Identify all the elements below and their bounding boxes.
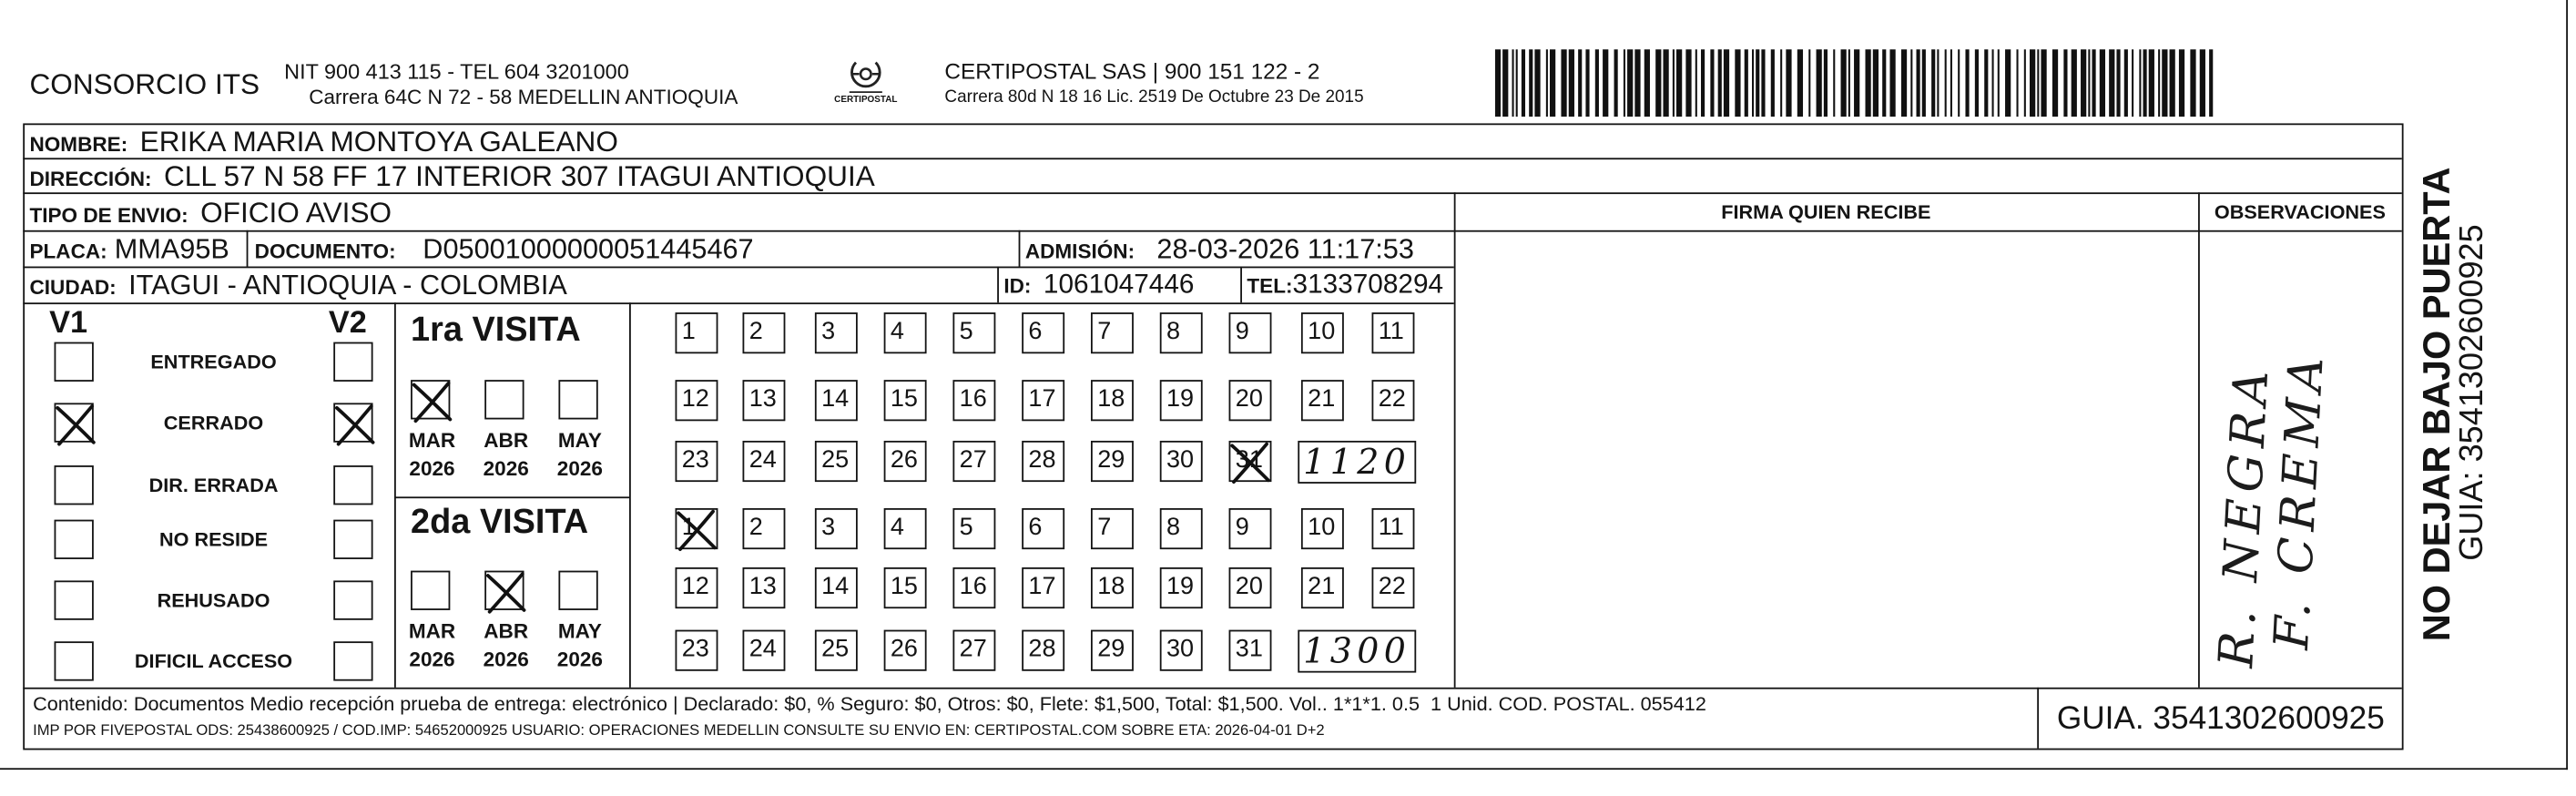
- barcode-bar: [1841, 49, 1847, 117]
- divider: [23, 688, 2401, 689]
- day-box: 27: [952, 630, 995, 671]
- name-field: [29, 125, 617, 159]
- day-box: 3: [815, 312, 858, 353]
- barcode-bar: [1603, 49, 1608, 117]
- visit-year-label: 2026: [409, 648, 455, 671]
- barcode-bar: [1931, 49, 1935, 117]
- day-box: 17: [1022, 567, 1064, 608]
- divider: [1454, 192, 1456, 688]
- status-label: REHUSADO: [157, 588, 270, 612]
- visit-title: 2da VISITA: [411, 503, 589, 542]
- day-box: 25: [815, 441, 858, 482]
- visit-year-label: 2026: [556, 457, 603, 481]
- name-label: NOMBRE:: [29, 133, 128, 157]
- barcode-bar: [1578, 49, 1582, 117]
- day-box: 20: [1229, 567, 1272, 608]
- certipostal-logo-icon: [827, 55, 906, 97]
- barcode-bar: [1922, 49, 1926, 117]
- barcode-bar: [1695, 49, 1697, 117]
- divider: [23, 302, 1453, 304]
- day-box: 10: [1301, 508, 1344, 549]
- day-box: 29: [1091, 441, 1134, 482]
- company-name: CONSORCIO ITS: [29, 67, 260, 101]
- company-nit: NIT 900 413 115 - TEL 604 3201000: [284, 59, 629, 85]
- day-box: 24: [743, 630, 786, 671]
- day-box: 20: [1229, 380, 1272, 421]
- barcode-bar: [1502, 49, 1508, 117]
- visit-time-note: 1120: [1298, 441, 1416, 484]
- barcode-bar: [1889, 49, 1895, 117]
- barcode-bar: [2030, 49, 2035, 117]
- day-box: 8: [1160, 508, 1203, 549]
- day-box: 19: [1160, 567, 1203, 608]
- barcode-bar: [1882, 49, 1886, 117]
- barcode-bar: [2143, 49, 2147, 117]
- barcode-bar: [1958, 49, 1960, 117]
- barcode-bar: [1945, 49, 1947, 117]
- shipment-type-value: OFICIO AVISO: [200, 195, 392, 230]
- day-box: 6: [1022, 312, 1064, 353]
- v1-label: V1: [49, 305, 88, 341]
- barcode-bar: [1824, 49, 1828, 117]
- status-label: ENTREGADO: [150, 350, 277, 373]
- barcode-bar: [1516, 49, 1518, 117]
- barcode-bar: [1910, 49, 1912, 117]
- day-box: 11: [1372, 312, 1415, 353]
- barcode-bar: [2139, 49, 2141, 117]
- day-box: 21: [1301, 380, 1344, 421]
- day-box: 24: [743, 441, 786, 482]
- document-field: [255, 232, 754, 267]
- visit-month-label: MAY: [557, 429, 602, 453]
- visit-month-label: MAR: [408, 429, 456, 453]
- address-label: DIRECCIÓN:: [29, 168, 152, 191]
- city-field: [29, 268, 566, 302]
- handwritten-x-mark: [1226, 437, 1275, 486]
- barcode-bar: [1808, 49, 1810, 117]
- visit-year-label: 2026: [483, 457, 529, 481]
- barcode-bar: [2132, 49, 2133, 117]
- barcode-bar: [1797, 49, 1803, 117]
- day-box: 31: [1229, 441, 1272, 482]
- barcode-bar: [2052, 49, 2058, 117]
- divider: [247, 230, 249, 267]
- barcode-bar: [1735, 49, 1740, 117]
- day-box: 10: [1301, 312, 1344, 353]
- barcode-bar: [1663, 49, 1668, 117]
- day-box: 22: [1372, 380, 1415, 421]
- status-v1-checkbox: [55, 580, 94, 619]
- status-v2-checkbox: [333, 465, 372, 505]
- day-box: 2: [743, 508, 786, 549]
- barcode-bar: [1595, 49, 1599, 117]
- barcode-bar: [1780, 49, 1782, 117]
- day-box: 9: [1229, 508, 1272, 549]
- day-box: 15: [884, 380, 927, 421]
- day-box: 12: [676, 380, 718, 421]
- day-box: 22: [1372, 567, 1415, 608]
- day-box: 23: [676, 630, 718, 671]
- content-details: Contenido: Documentos Medio recepción prueba de entrega: electrónico | Declarado: $0, % Seguro: $0, Otros: $0, Flete: $1,500, Total: $1,500. Vol.. 1*1*1. 0.5 1 Unid. COD. POSTAL. 055412: [33, 692, 1706, 716]
- barcode-bar: [2063, 49, 2067, 117]
- visit-month-checkbox: [558, 571, 597, 610]
- day-box: 13: [743, 567, 786, 608]
- handwritten-x-mark: [672, 505, 721, 554]
- status-v1-checkbox: [55, 641, 94, 680]
- shipment-type-field: [29, 196, 392, 230]
- observations-header: OBSERVACIONES: [2214, 200, 2386, 224]
- shipment-type-label: TIPO DE ENVIO:: [29, 203, 188, 228]
- status-v2-checkbox: [333, 520, 372, 559]
- barcode-bar: [2149, 49, 2154, 117]
- barcode-bar: [2158, 49, 2160, 117]
- address-field: [29, 159, 874, 194]
- barcode-bar: [1718, 49, 1722, 117]
- barcode-bar: [1627, 49, 1633, 117]
- barcode-bar: [1786, 49, 1791, 117]
- barcode-bar: [2088, 49, 2090, 117]
- divider: [1019, 230, 1021, 267]
- signature-header: FIRMA QUIEN RECIBE: [1721, 200, 1931, 224]
- barcode-bar: [2016, 49, 2018, 117]
- barcode-bar: [1673, 49, 1675, 117]
- barcode-bar: [1634, 49, 1640, 117]
- status-v1-checkbox: [55, 465, 94, 505]
- barcode-bar: [2190, 49, 2195, 117]
- barcode-bar: [2092, 49, 2095, 117]
- day-box: 23: [676, 441, 718, 482]
- visit-month-checkbox: [411, 380, 450, 419]
- barcode-bar: [1965, 49, 1969, 117]
- day-box: 7: [1091, 312, 1134, 353]
- barcode-bar: [1937, 49, 1939, 117]
- barcode-bar: [1950, 49, 1952, 117]
- divider: [1240, 267, 1242, 303]
- barcode-bar: [1529, 49, 1532, 117]
- divider: [629, 302, 631, 688]
- barcode-bar: [1854, 49, 1859, 117]
- barcode-bar: [1685, 49, 1691, 117]
- id-field: [1003, 268, 1194, 302]
- admission-value: 28-03-2026 11:17:53: [1156, 233, 1414, 265]
- day-box: 6: [1022, 508, 1064, 549]
- day-box: 26: [884, 441, 927, 482]
- barcode-bar: [1655, 49, 1661, 117]
- status-v2-checkbox: [333, 342, 372, 382]
- carrier-address: Carrera 80d N 18 16 Lic. 2519 De Octubre 23 De 2015: [944, 87, 1364, 107]
- barcode-bar: [1561, 49, 1566, 117]
- barcode-bar: [2041, 49, 2046, 117]
- day-box: 2: [743, 312, 786, 353]
- barcode-bar: [2200, 49, 2205, 117]
- certipostal-logo-text: CERTIPOSTAL: [834, 95, 898, 106]
- day-box: 18: [1091, 380, 1134, 421]
- side-warning: NO DEJAR BAJO PUERTA: [2415, 167, 2459, 642]
- barcode-bar: [1917, 49, 1920, 117]
- status-v1-checkbox: [55, 520, 94, 559]
- barcode-bar: [2109, 49, 2114, 117]
- barcode-bar: [1724, 49, 1729, 117]
- visit-month-checkbox: [411, 571, 450, 610]
- plate-value: MMA95B: [114, 233, 229, 265]
- document-label: DOCUMENTO:: [254, 240, 396, 263]
- status-v2-checkbox: [333, 403, 372, 442]
- certipostal-logo: [827, 55, 906, 110]
- address-value: CLL 57 N 58 FF 17 INTERIOR 307 ITAGUI ANTIOQUIA: [163, 159, 875, 193]
- observation-note-2: F. CREMA: [2263, 349, 2335, 651]
- barcode-bar: [1495, 49, 1501, 117]
- barcode-bar: [1756, 49, 1759, 117]
- admission-field: [1025, 232, 1414, 267]
- page-edge: [2566, 0, 2568, 770]
- barcode-bar: [2100, 49, 2105, 117]
- barcode-bar: [1771, 49, 1775, 117]
- day-box: 3: [815, 508, 858, 549]
- day-box: 13: [743, 380, 786, 421]
- barcode-bar: [1975, 49, 1979, 117]
- id-value: 1061047446: [1043, 270, 1195, 300]
- day-box: 21: [1301, 567, 1344, 608]
- company-address: Carrera 64C N 72 - 58 MEDELLIN ANTIOQUIA: [309, 85, 738, 109]
- v2-label: V2: [328, 305, 367, 341]
- guide-number: GUIA. 3541302600925: [2056, 700, 2385, 737]
- page-edge: [0, 768, 2568, 770]
- tel-label: TEL:: [1247, 274, 1293, 298]
- barcode-bar: [2005, 49, 2011, 117]
- barcode-bar: [1534, 49, 1540, 117]
- barcode-bar: [1522, 49, 1525, 117]
- visit-month-label: MAR: [408, 619, 456, 644]
- barcode-bar: [1761, 49, 1765, 117]
- document-value: D05001000000051445467: [423, 233, 754, 265]
- barcode-bar: [1569, 49, 1574, 117]
- barcode-bar: [1614, 49, 1618, 117]
- status-label: DIR. ERRADA: [148, 474, 279, 497]
- status-v1-checkbox: [55, 403, 94, 442]
- barcode-bar: [1752, 49, 1754, 117]
- day-box: 1: [676, 312, 718, 353]
- name-value: ERIKA MARIA MONTOYA GALEANO: [139, 125, 618, 158]
- status-v2-checkbox: [333, 580, 372, 619]
- barcode-bar: [1848, 49, 1850, 117]
- day-box: 26: [884, 630, 927, 671]
- imprint-details: IMP POR FIVEPOSTAL ODS: 25438600925 / COD.IMP: 54652000925 USUARIO: OPERACIONES MEDELLIN CONSULTE SU ENVIO EN: CERTIPOSTAL.COM SOBRE ETA: 2026-04-01 D+2: [33, 721, 1325, 739]
- handwritten-x-mark: [331, 400, 380, 449]
- barcode-bar: [1833, 49, 1835, 117]
- day-box: 11: [1372, 508, 1415, 549]
- visit-month-checkbox: [484, 571, 524, 610]
- visit-year-label: 2026: [483, 648, 529, 671]
- visit-month-label: ABR: [484, 619, 529, 644]
- day-box: 7: [1091, 508, 1134, 549]
- status-label: NO RESIDE: [158, 527, 269, 551]
- barcode-bar: [1866, 49, 1871, 117]
- day-box: 18: [1091, 567, 1134, 608]
- divider: [394, 302, 396, 688]
- handwritten-x-mark: [51, 400, 100, 449]
- visit-year-label: 2026: [556, 648, 603, 671]
- day-box: 16: [952, 380, 995, 421]
- day-box: 9: [1229, 312, 1272, 353]
- visit-time-note: 1300: [1298, 630, 1416, 673]
- day-box: 15: [884, 567, 927, 608]
- visit-month-label: MAY: [557, 619, 602, 644]
- id-label: ID:: [1003, 274, 1032, 298]
- day-box: 17: [1022, 380, 1064, 421]
- tel-field: [1247, 268, 1443, 302]
- plate-field: [29, 232, 229, 267]
- visit-month-checkbox: [558, 380, 597, 419]
- divider: [394, 496, 629, 498]
- barcode-bar: [2072, 49, 2077, 117]
- barcode-bar: [1873, 49, 1879, 117]
- barcode: [1495, 49, 2218, 117]
- status-v1-checkbox: [55, 342, 94, 382]
- city-label: CIUDAD:: [29, 276, 117, 300]
- barcode-bar: [2162, 49, 2167, 117]
- day-box: 25: [815, 630, 858, 671]
- barcode-bar: [1998, 49, 2000, 117]
- day-box: 4: [884, 508, 927, 549]
- barcode-bar: [2179, 49, 2184, 117]
- observation-note-1: R. NEGRA: [2207, 362, 2280, 669]
- divider: [997, 267, 999, 303]
- day-box: 16: [952, 567, 995, 608]
- day-box: 8: [1160, 312, 1203, 353]
- visit-year-label: 2026: [409, 457, 455, 481]
- barcode-bar: [1992, 49, 1994, 117]
- day-box: 19: [1160, 380, 1203, 421]
- barcode-bar: [1984, 49, 1988, 117]
- handwritten-x-mark: [407, 377, 456, 426]
- city-value: ITAGUI - ANTIOQUIA - COLOMBIA: [128, 270, 567, 301]
- barcode-bar: [1546, 49, 1548, 117]
- day-box: 27: [952, 441, 995, 482]
- day-box: 5: [952, 312, 995, 353]
- status-v2-checkbox: [333, 641, 372, 680]
- visit-title: 1ra VISITA: [411, 311, 581, 349]
- day-box: 31: [1229, 630, 1272, 671]
- barcode-bar: [2081, 49, 2086, 117]
- barcode-bar: [1512, 49, 1514, 117]
- day-box: 14: [815, 567, 858, 608]
- barcode-bar: [1710, 49, 1714, 117]
- handwritten-x-mark: [482, 567, 531, 617]
- plate-label: PLACA:: [29, 240, 107, 263]
- status-label: CERRADO: [163, 411, 264, 434]
- barcode-bar: [1701, 49, 1705, 117]
- day-box: 30: [1160, 441, 1203, 482]
- visit-month-label: ABR: [484, 429, 529, 453]
- barcode-bar: [2124, 49, 2128, 117]
- barcode-bar: [1644, 49, 1650, 117]
- barcode-bar: [1676, 49, 1682, 117]
- day-box: 29: [1091, 630, 1134, 671]
- barcode-bar: [2024, 49, 2026, 117]
- day-box: 12: [676, 567, 718, 608]
- carrier-name: CERTIPOSTAL SAS | 900 151 122 - 2: [944, 59, 1320, 85]
- side-guide-number: GUIA: 3541302600925: [2454, 224, 2491, 562]
- day-box: 1: [676, 508, 718, 549]
- day-box: 14: [815, 380, 858, 421]
- barcode-bar: [1817, 49, 1822, 117]
- visit-month-checkbox: [484, 380, 524, 419]
- day-box: 30: [1160, 630, 1203, 671]
- divider: [2037, 688, 2039, 749]
- barcode-bar: [1745, 49, 1748, 117]
- barcode-bar: [2116, 49, 2120, 117]
- barcode-bar: [1901, 49, 1907, 117]
- status-label: DIFICIL ACCESO: [134, 649, 293, 673]
- admission-label: ADMISIÓN:: [1024, 240, 1135, 263]
- barcode-bar: [1550, 49, 1555, 117]
- day-box: 5: [952, 508, 995, 549]
- barcode-bar: [2037, 49, 2039, 117]
- day-box: 28: [1022, 441, 1064, 482]
- barcode-bar: [2209, 49, 2213, 117]
- divider: [2198, 192, 2200, 688]
- day-box: 28: [1022, 630, 1064, 671]
- barcode-bar: [1585, 49, 1589, 117]
- barcode-bar: [1624, 49, 1625, 117]
- tel-value: 3133708294: [1292, 270, 1444, 300]
- barcode-bar: [2170, 49, 2175, 117]
- day-box: 4: [884, 312, 927, 353]
